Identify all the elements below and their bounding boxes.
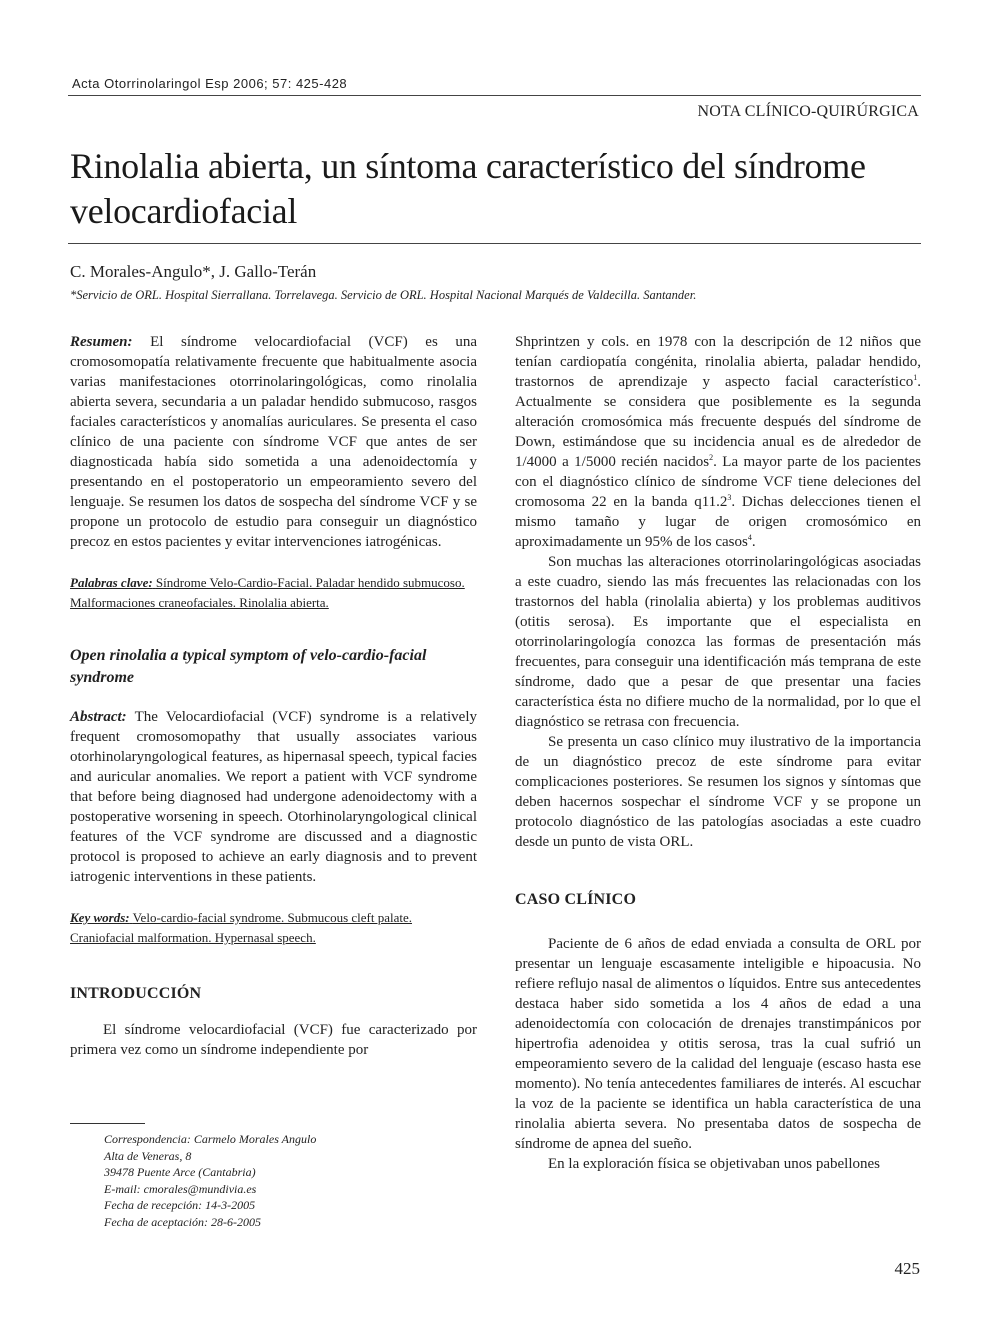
header-rule: [68, 95, 921, 96]
article-title: Rinolalia abierta, un síntoma característico del síndrome velocardiofacial: [70, 146, 866, 231]
ref-3: 3: [727, 493, 732, 502]
ref-1: 1: [913, 373, 918, 382]
abstract-paragraph: [70, 707, 477, 887]
ref-4: 4: [747, 533, 752, 542]
intro-paragraph: El síndrome velocardiofacial (VCF) fue caracterizado por primera vez como un síndrome independiente por: [70, 1022, 477, 1058]
resumen-paragraph: [70, 332, 477, 552]
footnote-rule: [70, 1123, 145, 1124]
authors: C. Morales-Angulo*, J. Gallo-Terán: [70, 262, 317, 281]
right-paragraph-1: Shprintzen y cols. en 1978 con la descripción de 12 niños que tenían cardiopatía congénita, rinolalia abierta, paladar hendido, trastornos de aprendizaje y aspecto facial característico$^1$. Actualmente se considera que posiblemente es la segunda alteración cromosómica más frecuente después del síndrome de Down, estimándose que su incidencia anual es de alrededor de 1/4000 a 1/5000 recién nacidos$^2$. La mayor parte de los pacientes con el diagnóstico clínico de síndrome VCF tiene deleciones del cromosoma 22 en la banda q11.2$^3$. Dichas delecciones tienen el mismo tamaño y lugar de origen cromosómico en aproximadamente un 95% de los casos$^4$.: [515, 334, 921, 550]
key-words: [70, 908, 477, 948]
caso-clinico-heading: CASO CLÍNICO: [515, 891, 637, 908]
correspondence-footnote: Correspondencia: Carmelo Morales Angulo Alta de Veneras, 8 39478 Puente Arce (Cantabria) E-mail: cmorales@mundivia.es Fecha de recepción: 14-3-2005 Fecha de aceptación: 28-6-2005: [104, 1132, 317, 1229]
section-label: NOTA CLÍNICO-QUIRÚRGICA: [697, 103, 919, 120]
page-number: 425: [894, 1259, 920, 1278]
english-title: Open rinolalia a typical symptom of velo-cardio-facial syndrome: [70, 647, 427, 686]
abstract-text: The Velocardiofacial (VCF) syndrome is a relatively frequent cromosomopathy that usually associates various otorhinolaryngological features, as hipernasal speech, typical facies and auricular anomalies. We report a patient with VCF syndrome that before being diagnosed had undergone adenoidectomy with a postoperative worsening in speech. Otorhinolaryngological clinical features of the VCF syndrome are discussed and a diagnostic protocol is proposed to achieve an early diagnosis and to prevent iatrogenic interventions in these patients.: [70, 709, 477, 885]
key-words-label: Key words:: [70, 910, 130, 925]
affiliation: *Servicio de ORL. Hospital Sierrallana. Torrelavega. Servicio de ORL. Hospital Nacional Marqués de Valdecilla. Santander.: [70, 288, 697, 302]
title-rule: [68, 243, 921, 244]
intro-heading: INTRODUCCIÓN: [70, 985, 202, 1002]
ref-2: 2: [709, 453, 714, 462]
right-column: [515, 332, 921, 1174]
right-paragraph-2: Son muchas las alteraciones otorrinolaringológicas asociadas a este cuadro, siendo las más frecuentes las relacionadas con los trastornos del habla (rinolalia abierta) y los problemas auditivos (otitis serosa). Es importante que el especialista en otorrinolaringología conozca las formas de presentación más frecuentes, para conseguir una identificación más temprana de este síndrome, dado que a pesar de que presentar una facies característica ésta no difiere mucho de la normalidad, por lo que el diagnóstico se retrasa con frecuencia.: [515, 554, 921, 730]
abstract-label: Abstract:: [70, 709, 127, 725]
resumen-label: Resumen:: [70, 334, 133, 350]
palabras-clave-text: Síndrome Velo-Cardio-Facial. Paladar hendido submucoso. Malformaciones craneofaciales. Rinolalia abierta.: [70, 575, 465, 610]
resumen-text: El síndrome velocardiofacial (VCF) es una cromosomopatía relativamente frecuente que habitualmente asocia varias manifestaciones otorrinolaringológicas, como rinolalia abierta severa, secundaria a un paladar hendido submucoso, rasgos faciales característicos y anomalías auriculares. Se presenta el caso clínico de una paciente con síndrome VCF que antes de ser diagnosticada había sido sometida a una adenoidectomía y presentando en el postoperatorio un empeoramiento severo del lenguaje. Se resumen los datos de sospecha del síndrome VCF y se propone un protocolo de estudio para conseguir un diagnóstico precoz en estos pacientes y evitar intervenciones iatrogénicas.: [70, 334, 478, 550]
caso-paragraph-2: En la exploración física se objetivaban unos pabellones: [548, 1156, 880, 1172]
palabras-clave: [70, 573, 477, 613]
left-column: [70, 332, 477, 1060]
caso-paragraph-1: Paciente de 6 años de edad enviada a consulta de ORL por presentar un lenguaje escasamente inteligible e hipoacusia. No refiere reflujo nasal de alimentos o líquidos. Entre sus antecedentes destaca haber sido sometida a los 4 años de edad a una adenoidectomía con colocación de drenajes transtimpánicos por hipertrofia adenoidea y otitis serosa, tras la cual sufrió un empeoramiento severo de la calidad del lenguaje (escaso hasta ese momento). No tenía antecedentes familiares de interés. Al escuchar la voz de la paciente se identifica un habla característica de una rinolalia abierta severa. No presentaba datos de sospecha de síndrome de apnea del sueño.: [515, 936, 921, 1152]
key-words-text: Velo-cardio-facial syndrome. Submucous cleft palate. Craniofacial malformation. Hypernasal speech.: [70, 910, 413, 945]
journal-citation: Acta Otorrinolaringol Esp 2006; 57: 425-428: [72, 76, 348, 91]
palabras-clave-label: Palabras clave:: [70, 575, 153, 590]
right-paragraph-3: Se presenta un caso clínico muy ilustrativo de la importancia de un diagnóstico precoz de este síndrome para evitar complicaciones posteriores. Se resumen los signos y síntomas que deben hacernos sospechar el síndrome VCF y se propone un protocolo diagnóstico de las patologías asociadas a este cuadro desde un punto de vista ORL.: [515, 734, 921, 850]
